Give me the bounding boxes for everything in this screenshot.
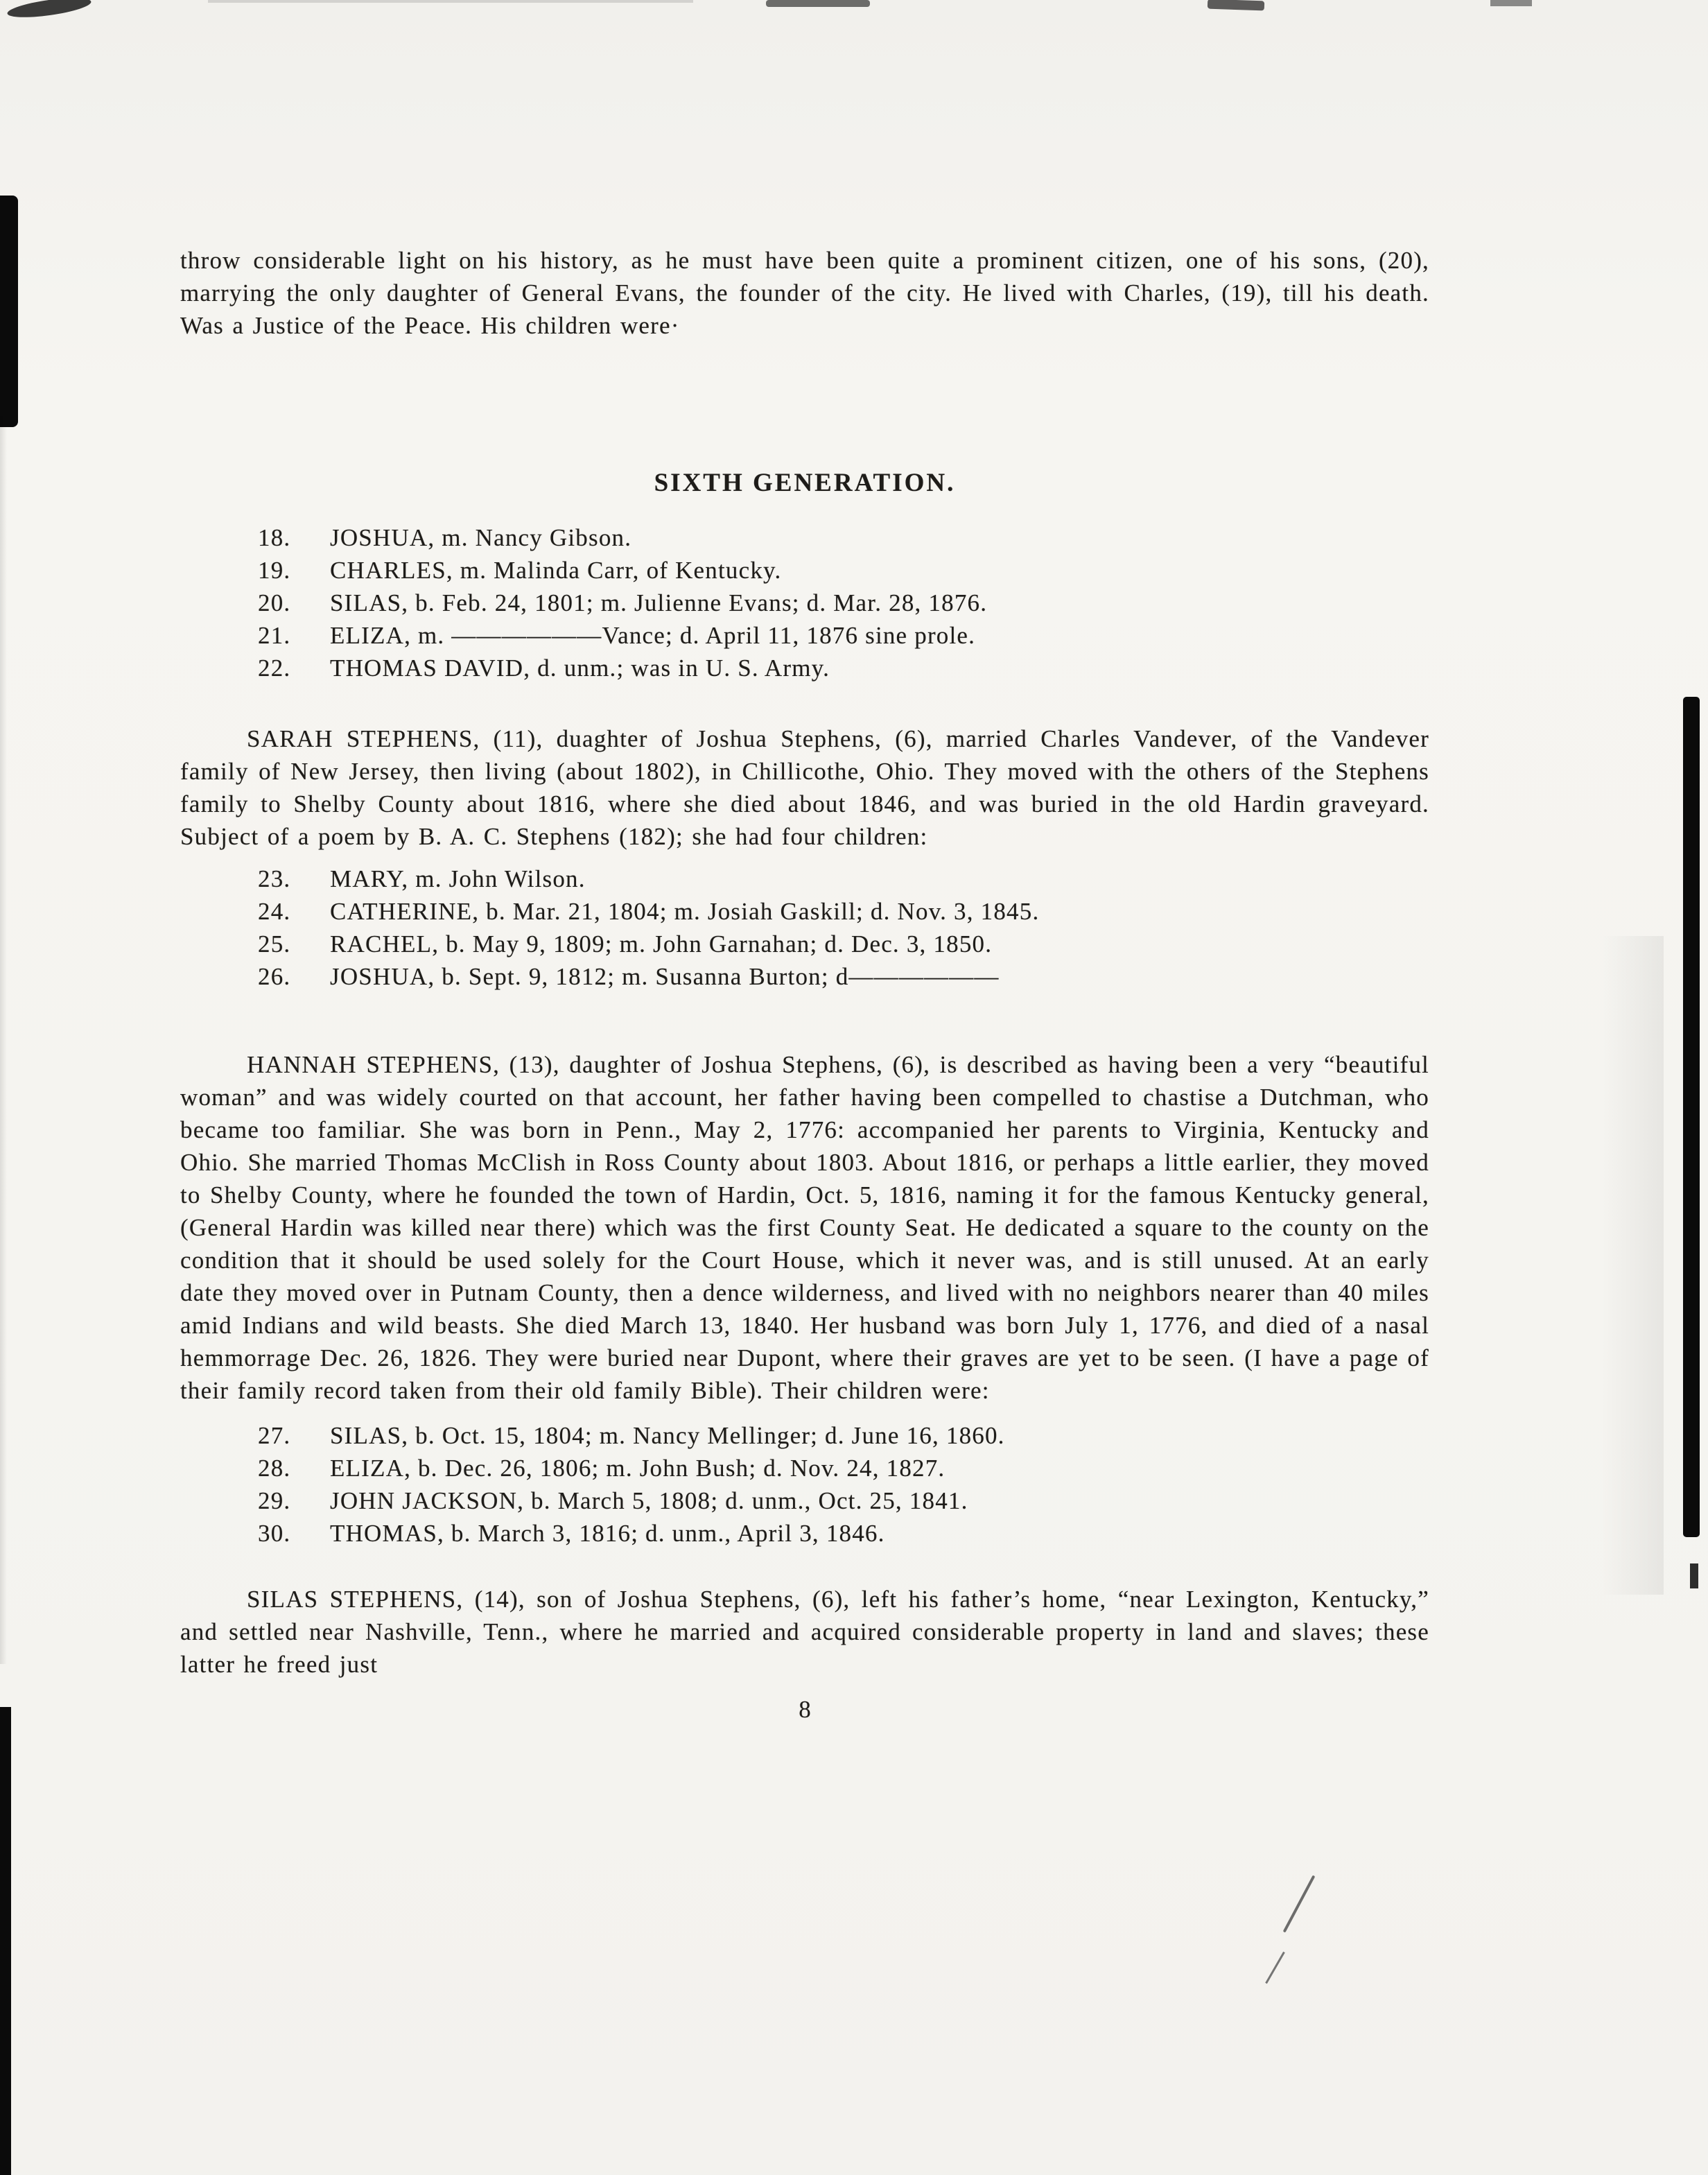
list-item-number: 28. — [258, 1455, 291, 1482]
scan-artifact-top-line — [766, 0, 870, 7]
list-item-text: CHARLES, m. Malinda Carr, of Kentucky. — [330, 557, 782, 584]
list-item-text: JOSHUA, b. Sept. 9, 1812; m. Susanna Burton; d—————— — [330, 963, 1000, 990]
list-item-number: 22. — [258, 655, 291, 682]
intro-paragraph: throw considerable light on his history, as he must have been quite a prominent citizen, one of his sons, (20), marrying the only daughter of General Evans, the founder of the city. He lived with Charles, (19), till his death. Was a Justice of the Peace. His children were· — [180, 247, 1429, 339]
scan-artifact-right-mark — [1690, 1563, 1698, 1588]
hannah-stephens-paragraph: HANNAH STEPHENS, (13), daughter of Joshua Stephens, (6), is described as having been a very “beautiful woman” and was widely courted on that account, her father having been compelled to chastise a Dutchman, who became too familiar. She was born in Penn., May 2, 1776: accompanied her parents to Virginia, Kentucky and Ohio. She married Thomas McClish in Ross County about 1803. About 1816, or perhaps a little earlier, they moved to Shelby County, where he founded the town of Hardin, Oct. 5, 1816, naming it for the famous Kentucky general, (General Hardin was killed near there) which was the first County Seat. He dedicated a square to the county on the condition that it should be used solely for the Court House, which it never was, and is still unused. At an early date they moved over in Putnam County, then a dence wilderness, and lived with no neighbors nearer than 40 miles amid Indians and wild beasts. She died March 13, 1840. Her husband was born July 1, 1776, and died of a nasal hemmorrage Dec. 26, 1826. They were buried near Dupont, where their graves are yet to be seen. (I have a page of their family record taken from their old family Bible). Their children were: — [180, 1051, 1429, 1404]
page-number: 8 — [799, 1696, 811, 1723]
children-list-hannah — [180, 1419, 1429, 1550]
list-item — [180, 1517, 1429, 1550]
list-item — [180, 652, 1429, 684]
list-item — [180, 1419, 1429, 1452]
scan-artifact-smudge — [1601, 936, 1664, 1595]
list-item-text: THOMAS DAVID, d. unm.; was in U. S. Army. — [330, 655, 830, 682]
list-item — [180, 1452, 1429, 1484]
list-item-number: 20. — [258, 589, 291, 616]
list-item-text: THOMAS, b. March 3, 1816; d. unm., April 3, 1846. — [330, 1520, 885, 1547]
scan-artifact-right-bar — [1683, 697, 1700, 1537]
list-item — [180, 895, 1429, 928]
list-item — [180, 863, 1429, 895]
list-item — [180, 1484, 1429, 1517]
scan-artifact-left-bar-top — [0, 196, 18, 427]
children-list-sarah — [180, 863, 1429, 993]
list-item-text: SILAS, b. Oct. 15, 1804; m. Nancy Mellinger; d. June 16, 1860. — [330, 1422, 1005, 1449]
list-item-number: 30. — [258, 1520, 291, 1547]
list-item-text: RACHEL, b. May 9, 1809; m. John Garnahan; d. Dec. 3, 1850. — [330, 930, 993, 957]
list-item — [180, 960, 1429, 993]
list-item-number: 25. — [258, 930, 291, 957]
list-item-text: ELIZA, m. ——————Vance; d. April 11, 1876 sine prole. — [330, 622, 976, 649]
list-item-number: 26. — [258, 963, 291, 990]
list-item-text: SILAS, b. Feb. 24, 1801; m. Julienne Evans; d. Mar. 28, 1876. — [330, 589, 988, 616]
scan-artifact-left-bar-bottom — [0, 1707, 11, 2175]
scan-artifact-pen-slash — [1265, 1952, 1285, 1984]
scan-artifact-top-line — [1208, 0, 1264, 10]
list-item-number: 24. — [258, 898, 291, 925]
list-item-number: 21. — [258, 622, 291, 649]
page-text-block — [180, 244, 1429, 1724]
scan-artifact-top-line — [1490, 0, 1532, 6]
section-heading: SIXTH GENERATION. — [654, 469, 956, 497]
children-list-sixth-generation — [180, 521, 1429, 684]
list-item-number: 29. — [258, 1487, 291, 1514]
silas-stephens-paragraph: SILAS STEPHENS, (14), son of Joshua Stephens, (6), left his father’s home, “near Lexington, Kentucky,” and settled near Nashville, Tenn., where he married and acquired considerable property in land and slaves; these latter he freed just — [180, 1586, 1429, 1678]
list-item — [180, 587, 1429, 619]
list-item-text: MARY, m. John Wilson. — [330, 865, 586, 892]
scan-artifact-pen-slash — [1283, 1875, 1316, 1932]
list-item-text: JOSHUA, m. Nancy Gibson. — [330, 524, 632, 551]
list-item-text: JOHN JACKSON, b. March 5, 1808; d. unm., Oct. 25, 1841. — [330, 1487, 968, 1514]
sarah-stephens-paragraph: SARAH STEPHENS, (11), duaghter of Joshua Stephens, (6), married Charles Vandever, of the Vandever family of New Jersey, then living (about 1802), in Chillicothe, Ohio. They moved with the others of the Stephens family to Shelby County about 1816, where she died about 1846, and was buried in the old Hardin graveyard. Subject of a poem by B. A. C. Stephens (182); she had four children: — [180, 725, 1429, 850]
scan-artifact-top-scribble — [6, 0, 92, 21]
scan-artifact-dust — [208, 0, 693, 3]
scan-artifact-smudge — [0, 416, 7, 1664]
list-item-number: 27. — [258, 1422, 291, 1449]
list-item — [180, 928, 1429, 960]
list-item — [180, 521, 1429, 554]
list-item-text: ELIZA, b. Dec. 26, 1806; m. John Bush; d. Nov. 24, 1827. — [330, 1455, 946, 1482]
list-item-number: 23. — [258, 865, 291, 892]
list-item-number: 18. — [258, 524, 291, 551]
list-item-number: 19. — [258, 557, 291, 584]
list-item — [180, 554, 1429, 587]
list-item — [180, 619, 1429, 652]
list-item-text: CATHERINE, b. Mar. 21, 1804; m. Josiah Gaskill; d. Nov. 3, 1845. — [330, 898, 1040, 925]
